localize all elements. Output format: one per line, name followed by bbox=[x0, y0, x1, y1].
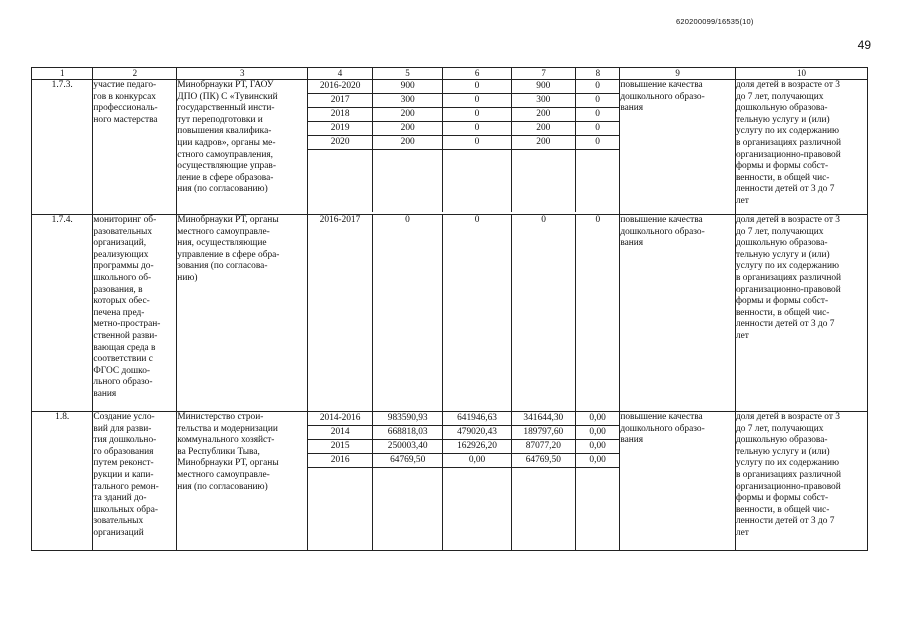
rep-cell: 341644,30 bbox=[511, 412, 575, 426]
fed-cell: 0 bbox=[443, 122, 511, 136]
funding-row bbox=[308, 440, 619, 454]
funding-row bbox=[308, 454, 619, 468]
rep-cell: 0 bbox=[511, 215, 575, 412]
col-header: 1 bbox=[32, 68, 93, 80]
year-cell: 2020 bbox=[308, 136, 372, 150]
rep-cell: 200 bbox=[511, 108, 575, 122]
activity-cell: мониторинг об- разовательных организаций, реализующих программы до- школьного об- разования, в которых обес- печена пред- метно-простран- ственной разви- вающая среда в соответствии с ФГОС дошко- льного образо- вания bbox=[93, 215, 177, 412]
total-cell: 200 bbox=[373, 122, 443, 136]
fed-cell: 479020,43 bbox=[443, 426, 511, 440]
year-cell: 2019 bbox=[308, 122, 372, 136]
row-number: 1.8. bbox=[32, 412, 93, 551]
total-cell: 250003,40 bbox=[373, 440, 443, 454]
fed-cell: 0 bbox=[443, 136, 511, 150]
col-header: 4 bbox=[308, 68, 372, 80]
row-number: 1.7.3. bbox=[32, 80, 93, 215]
indicator-cell: доля детей в возрасте от 3 до 7 лет, получающих дошкольную образова- тельную услугу и (или) услугу по их содержанию в организациях различной организационно-правовой формы и формы собст- венности, в общей чис- ленности детей от 3 до 7 лет bbox=[735, 215, 867, 412]
total-cell: 200 bbox=[373, 108, 443, 122]
funding-row bbox=[308, 426, 619, 440]
other-cell: 0,00 bbox=[575, 426, 619, 440]
funding-row bbox=[308, 122, 619, 136]
other-cell: 0,00 bbox=[575, 440, 619, 454]
table-row bbox=[32, 215, 868, 412]
total-cell: 200 bbox=[373, 136, 443, 150]
rep-cell: 900 bbox=[511, 80, 575, 94]
col-header: 7 bbox=[511, 68, 575, 80]
column-number-row bbox=[32, 68, 868, 80]
row-number: 1.7.4. bbox=[32, 215, 93, 412]
rep-cell: 300 bbox=[511, 94, 575, 108]
fed-cell: 641946,63 bbox=[443, 412, 511, 426]
result-cell: повышение качества дошкольного образо- вания bbox=[620, 412, 736, 551]
fed-cell: 0 bbox=[443, 108, 511, 122]
funding-row bbox=[308, 80, 619, 94]
funding-row bbox=[308, 108, 619, 122]
activity-cell: Создание усло- вий для разви- тия дошкольно- го образования путем реконст- рукции и капи- тального ремон- та зданий до- школьных обра- зовательных организаций bbox=[93, 412, 177, 551]
funding-block bbox=[308, 80, 620, 215]
year-cell: 2016 bbox=[308, 454, 372, 468]
funding-row bbox=[308, 94, 619, 108]
rep-cell: 64769,50 bbox=[511, 454, 575, 468]
col-header: 3 bbox=[177, 68, 308, 80]
total-cell: 900 bbox=[373, 80, 443, 94]
executor-cell: Минобрнауки РТ, ГАОУ ДПО (ПК) С «Тувинский государственный инсти- тут переподготовки и повышения квалифика- ции кадров», органы ме- стного самоуправления, осуществляющие управ- ление в сфере образова- ния (по согласованию) bbox=[177, 80, 308, 215]
col-header: 2 bbox=[93, 68, 177, 80]
year-cell: 2014-2016 bbox=[308, 412, 372, 426]
fed-cell: 0 bbox=[443, 94, 511, 108]
other-cell: 0 bbox=[575, 136, 619, 150]
total-cell: 300 bbox=[373, 94, 443, 108]
funding-block bbox=[308, 412, 620, 551]
rep-cell: 189797,60 bbox=[511, 426, 575, 440]
executor-cell: Министерство строи- тельства и модернизации коммунального хозяйст- ва Республики Тыва, Минобрнауки РТ, органы местного самоуправле- ния (по согласованию) bbox=[177, 412, 308, 551]
total-cell: 668818,03 bbox=[373, 426, 443, 440]
other-cell: 0 bbox=[575, 80, 619, 94]
funding-row bbox=[308, 136, 619, 150]
other-cell: 0 bbox=[575, 108, 619, 122]
col-header: 6 bbox=[443, 68, 512, 80]
result-cell: повышение качества дошкольного образо- вания bbox=[620, 215, 736, 412]
other-cell: 0 bbox=[575, 122, 619, 136]
other-cell: 0,00 bbox=[575, 412, 619, 426]
other-cell: 0 bbox=[576, 215, 620, 412]
fed-cell: 162926,20 bbox=[443, 440, 511, 454]
col-header: 9 bbox=[620, 68, 736, 80]
total-cell: 983590,93 bbox=[373, 412, 443, 426]
other-cell: 0 bbox=[575, 94, 619, 108]
year-cell: 2016-2017 bbox=[308, 215, 372, 412]
year-cell: 2017 bbox=[308, 94, 372, 108]
other-cell: 0,00 bbox=[575, 454, 619, 468]
document-id: 620200099/16535(10) bbox=[676, 17, 754, 26]
executor-cell: Минобрнауки РТ, органы местного самоуправле- ния, осуществляющие управление в сфере обра- зования (по согласова- нию) bbox=[177, 215, 308, 412]
col-header: 5 bbox=[372, 68, 443, 80]
table-row bbox=[32, 80, 868, 215]
result-cell: повышение качества дошкольного образо- вания bbox=[620, 80, 736, 215]
program-table bbox=[31, 67, 868, 551]
year-cell: 2016-2020 bbox=[308, 80, 372, 94]
year-cell: 2018 bbox=[308, 108, 372, 122]
col-header: 8 bbox=[576, 68, 620, 80]
total-cell: 0 bbox=[372, 215, 443, 412]
rep-cell: 200 bbox=[511, 122, 575, 136]
year-cell: 2014 bbox=[308, 426, 372, 440]
funding-row bbox=[308, 412, 619, 426]
col-header: 10 bbox=[735, 68, 867, 80]
fed-cell: 0,00 bbox=[443, 454, 511, 468]
activity-cell: участие педаго- гов в конкурсах профессиональ- ного мастерства bbox=[93, 80, 177, 215]
fed-cell: 0 bbox=[443, 215, 512, 412]
year-cell: 2015 bbox=[308, 440, 372, 454]
indicator-cell: доля детей в возрасте от 3 до 7 лет, получающих дошкольную образова- тельную услугу и (или) услугу по их содержанию в организациях различной организационно-правовой формы и формы собст- венности, в общей чис- ленности детей от 3 до 7 лет bbox=[735, 412, 867, 551]
table-row bbox=[32, 412, 868, 551]
rep-cell: 87077,20 bbox=[511, 440, 575, 454]
indicator-cell: доля детей в возрасте от 3 до 7 лет, получающих дошкольную образова- тельную услугу и (или) услугу по их содержанию в организациях различной организационно-правовой формы и формы собст- венности, в общей чис- ленности детей от 3 до 7 лет bbox=[735, 80, 867, 215]
rep-cell: 200 bbox=[511, 136, 575, 150]
page-number: 49 bbox=[857, 38, 871, 52]
total-cell: 64769,50 bbox=[373, 454, 443, 468]
fed-cell: 0 bbox=[443, 80, 511, 94]
